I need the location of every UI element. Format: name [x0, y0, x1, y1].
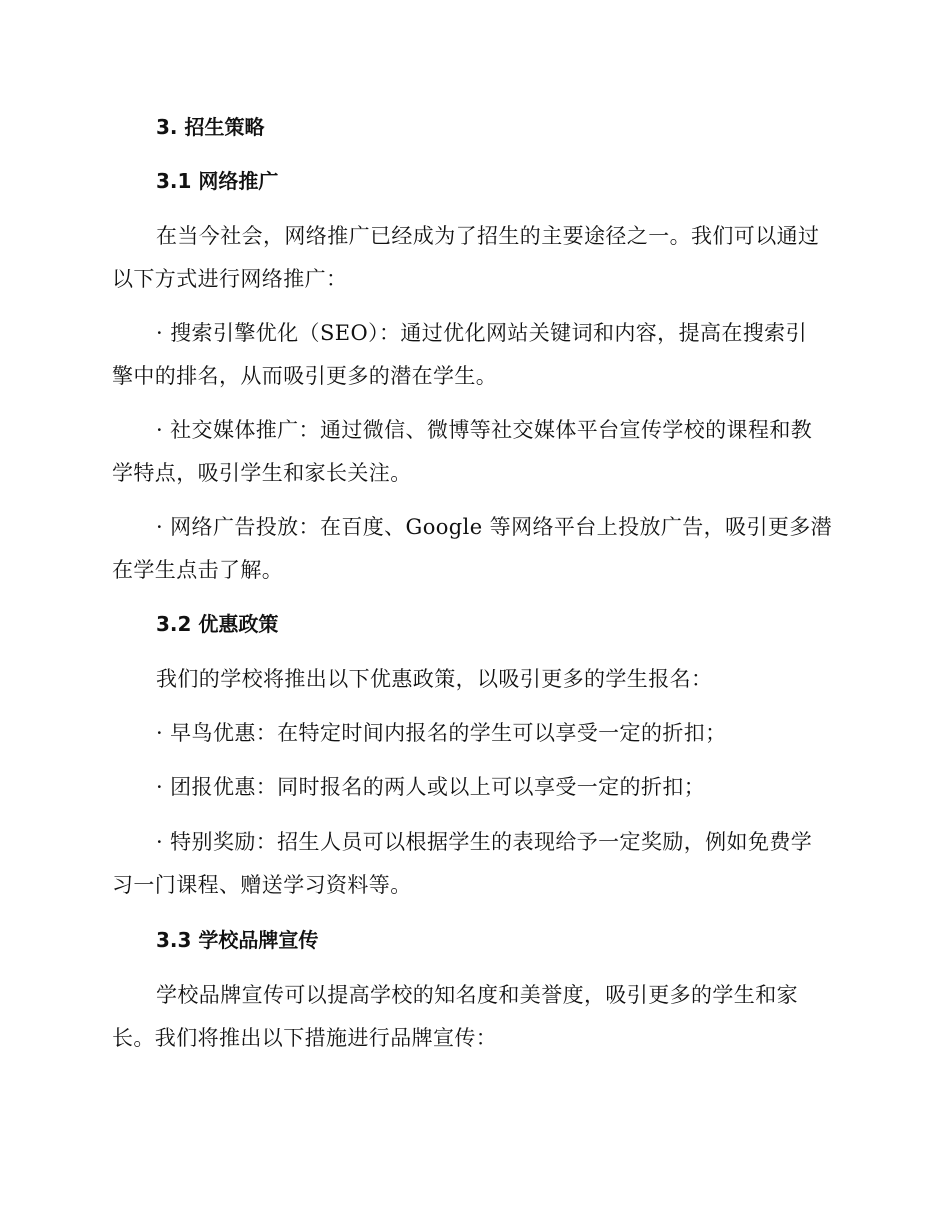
- bullet-seo-line-2: 擎中的排名，从而吸引更多的潜在学生。: [112, 364, 498, 388]
- bullet-social-media-line-2: 学特点，吸引学生和家长关注。: [112, 461, 412, 485]
- subsection-heading-3-2: 3.2 优惠政策: [156, 612, 279, 636]
- bullet-special-reward-line-2: 习一门课程、赠送学习资料等。: [112, 873, 412, 897]
- bullet-seo-line-1: · 搜索引擎优化（SEO）：通过优化网站关键词和内容，提高在搜索引: [156, 321, 807, 345]
- paragraph-2-line-1: 我们的学校将推出以下优惠政策，以吸引更多的学生报名：: [156, 667, 713, 691]
- section-heading-3: 3. 招生策略: [156, 115, 265, 139]
- bullet-special-reward-line-1: · 特别奖励：招生人员可以根据学生的表现给予一定奖励，例如免费学: [156, 830, 813, 854]
- paragraph-1-line-2: 以下方式进行网络推广：: [112, 267, 348, 291]
- bullet-online-ads-line-2: 在学生点击了解。: [112, 558, 284, 582]
- paragraph-3-line-1: 学校品牌宣传可以提高学校的知名度和美誉度，吸引更多的学生和家: [156, 983, 798, 1007]
- bullet-social-media-line-1: · 社交媒体推广：通过微信、微博等社交媒体平台宣传学校的课程和教: [156, 418, 813, 442]
- subsection-heading-3-1: 3.1 网络推广: [156, 169, 279, 193]
- bullet-early-bird: · 早鸟优惠：在特定时间内报名的学生可以享受一定的折扣；: [156, 721, 727, 745]
- paragraph-1-line-1: 在当今社会，网络推广已经成为了招生的主要途径之一。我们可以通过: [156, 224, 820, 248]
- subsection-heading-3-3: 3.3 学校品牌宣传: [156, 928, 319, 952]
- bullet-group-discount: · 团报优惠：同时报名的两人或以上可以享受一定的折扣；: [156, 775, 706, 799]
- paragraph-3-line-2: 长。我们将推出以下措施进行品牌宣传：: [112, 1026, 498, 1050]
- bullet-online-ads-line-1: · 网络广告投放：在百度、Google 等网络平台上投放广告，吸引更多潜: [156, 515, 833, 539]
